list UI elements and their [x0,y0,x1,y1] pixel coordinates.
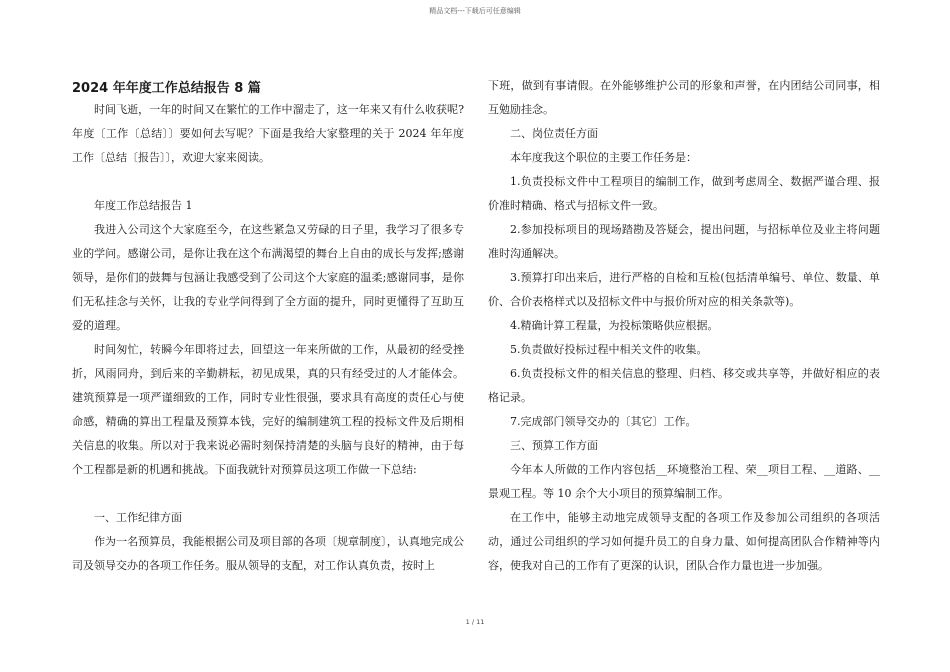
document-title: 2024 年年度工作总结报告 8 篇 [72,81,261,96]
intro-paragraph: 时间飞逝，一年的时间又在繁忙的工作中溜走了，这一年来又有什么收获呢?年度〔工作〔总结〕〕要如何去写呢？下面是我给大家整理的关于 2024 年年度工作〔总结〔报告〕〕，欢迎大家来阅读。 [72,103,464,164]
list-item: 2.参加投标项目的现场踏勘及答疑会，提出问题，与招标单位及业主将问题准时沟通解决。 [488,223,880,260]
left-column [72,74,464,578]
section-heading: 一、工作纪律方面 [94,511,182,524]
body-paragraph: 今年本人所做的工作内容包括__环境整治工程、荣__项目工程、__道路、__景观工程。等 10 余个大小项目的预算编制工作。 [488,463,880,500]
list-item: 5.负责做好投标过程中相关文件的收集。 [510,343,708,356]
section-heading: 二、岗位责任方面 [510,127,598,140]
body-paragraph: 时间匆忙，转瞬今年即将过去，回望这一年来所做的工作，从最初的经受挫折，风雨同舟，到后来的辛勤耕耘，初见成果，真的只有经受过的人才能体会。建筑预算是一项严谨细致的工作，同时专业性很强，要求具有高度的责任心与使命感，精确的算出工程量及预算本钱，完好的编制建筑工程的投标文件及后期相关信息的收集。所以对于我来说必需时刻保持清楚的头脑与良好的精神，由于每个工程都是新的机遇和挑战。下面我就针对预算员这项工作做一下总结: [72,343,464,476]
page-header: 精品文档---下载后可任意编辑 [429,7,521,15]
page-number: 1 / 11 [465,618,485,626]
list-item: 6.负责投标文件的相关信息的整理、归档、移交或共享等，并做好相应的表格记录。 [488,367,880,404]
list-item: 7.完成部门领导交办的〔其它〕工作。 [510,415,697,428]
body-paragraph: 我进入公司这个大家庭至今，在这些紧急又劳碌的日子里，我学习了很多专业的学问。感谢公司，是你让我在这个布满渴望的舞台上自由的成长与发挥;感谢领导，是你们的鼓舞与包涵让我感受到了公司这个大家庭的温柔;感谢同事，是你们无私挂念与关怀，让我的专业学问得到了全方面的提升，同时更懂得了互助互爱的道理。 [72,223,464,332]
right-column [488,74,880,578]
section-heading: 三、预算工作方面 [510,439,598,452]
list-item: 4.精确计算工程量，为投标策略供应根据。 [510,319,719,332]
body-paragraph-continued: 下班，做到有事请假。在外能够维护公司的形象和声誉，在内团结公司同事，相互勉励挂念。 [488,79,880,116]
list-item: 3.预算打印出来后，进行严格的自检和互检(包括清单编号、单位、数量、单价、合价表格样式以及招标文件中与报价所对应的相关条款等)。 [488,271,880,308]
body-paragraph: 作为一名预算员，我能根据公司及项目部的各项〔规章制度〕，认真地完成公司及领导交办的各项工作任务。服从领导的支配，对工作认真负责，按时上 [72,535,464,572]
section-subtitle: 年度工作总结报告 1 [94,199,193,212]
body-paragraph: 本年度我这个职位的主要工作任务是： [510,151,697,164]
body-paragraph: 在工作中，能够主动地完成领导支配的各项工作及参加公司组织的各项活动，通过公司组织的学习如何提升员工的自身力量、如何提高团队合作精神等内容，使我对自己的工作有了更深的认识，团队合作力量也进一步加强。 [488,511,880,572]
list-item: 1.负责投标文件中工程项目的编制工作，做到考虑周全、数据严谨合理、报价准时精确、格式与招标文件一致。 [488,175,880,212]
